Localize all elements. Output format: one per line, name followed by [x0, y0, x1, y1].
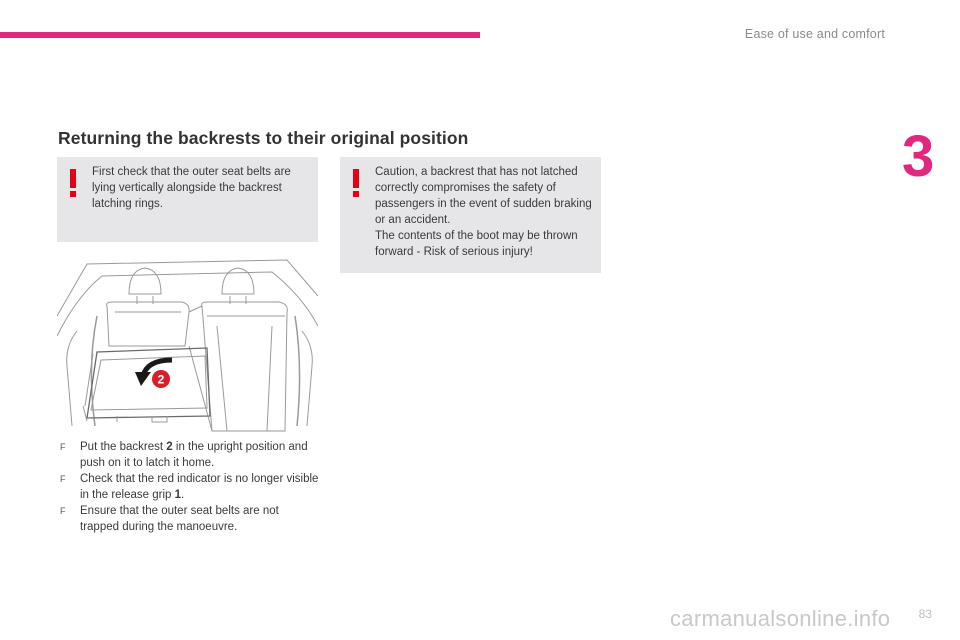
- bullet-icon: F: [60, 506, 66, 516]
- page-title: Returning the backrests to their original position: [58, 128, 469, 148]
- list-item: [60, 503, 320, 535]
- step-ref: 1: [174, 489, 182, 501]
- bullet-icon: F: [60, 442, 66, 452]
- warning-paragraph: First check that the outer seat belts are lying vertically alongside the backrest latching rings.: [92, 166, 291, 210]
- seat-backrest-illustration: [57, 256, 318, 432]
- step-text: in the upright position and push on it to latch it home.: [80, 441, 308, 469]
- step-text: Put the backrest: [80, 441, 167, 453]
- step-text: Ensure that the outer seat belts are not trapped during the manoeuvre.: [80, 505, 279, 533]
- warning-text: [375, 164, 597, 260]
- warning-text: [92, 164, 312, 212]
- step-text: .: [181, 489, 185, 501]
- warning-box-seat-belts: [57, 157, 318, 242]
- exclamation-icon: [68, 169, 78, 197]
- list-item: [60, 471, 320, 503]
- step-text: Check that the red indicator is no longer visible in the release grip: [80, 473, 319, 501]
- accent-bar: [0, 32, 480, 38]
- exclamation-icon: [351, 169, 361, 197]
- instruction-steps: [60, 439, 320, 535]
- step-ref: 2: [166, 441, 173, 453]
- section-header: Ease of use and comfort: [744, 27, 885, 41]
- chapter-number: 3: [902, 124, 935, 189]
- warning-paragraph: The contents of the boot may be thrown forward - Risk of serious injury!: [375, 230, 578, 258]
- warning-box-caution: [340, 157, 601, 273]
- page-number: 83: [918, 607, 932, 621]
- list-item: [60, 439, 320, 471]
- marker-label: 2: [157, 372, 165, 387]
- warning-paragraph: Caution, a backrest that has not latched correctly compromises the safety of passengers in the event of sudden braking or an accident.: [375, 166, 592, 226]
- car-interior-drawing: [57, 256, 318, 432]
- watermark: carmanualsonline.info: [670, 606, 891, 631]
- bullet-icon: F: [60, 474, 66, 484]
- marker-2-icon: [152, 370, 170, 388]
